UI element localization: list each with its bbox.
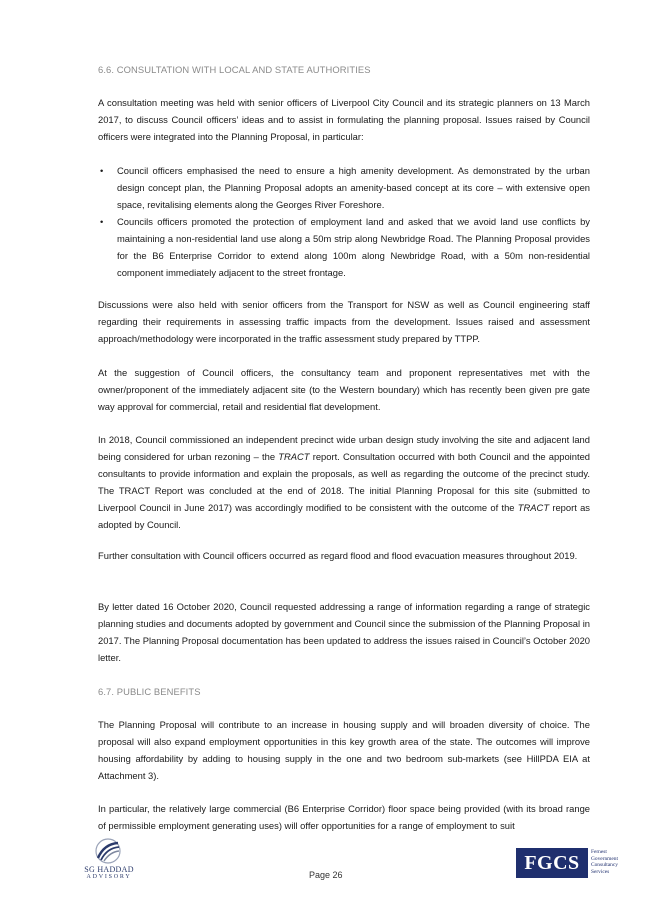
fgcs-logo (516, 848, 624, 882)
paragraph-tract-report (98, 431, 590, 533)
fgcs-logo-abbr: FGCS (516, 848, 588, 878)
fgcs-logo-line: Services (591, 868, 610, 875)
fgcs-logo-line: Consultancy (591, 862, 618, 869)
text-run: In 2018, Council commissioned an independent precinct wide urban design study involving the site and adjacent land being considered for urban rezoning – the (98, 434, 590, 462)
paragraph-flood-consultation: Further consultation with Council officers occurred as regard flood and flood evacuation measures throughout 2019. (98, 550, 578, 561)
fgcs-logo-text (591, 849, 631, 875)
bullet-text: Councils officers promoted the protection of employment land and asked that we avoid land use conflicts by maintaining a non-residential land use along a 50m strip along Newbridge Road. The Planning Proposal provides for the B6 Enterprise Corridor to extend along 100m along Newbridge Road, with a 50m non-residential component immediately adjacent to the street frontage. (117, 216, 590, 278)
bullet-icon: • (100, 216, 104, 227)
bullet-icon: • (100, 165, 104, 176)
paragraph-adjacent-site: At the suggestion of Council officers, the consultancy team and proponent representatives met with the owner/proponent of the immediately adjacent site (to the Western boundary) which has recently been given pre gate way approval for commercial, retail and residential flat development. (98, 367, 590, 412)
page-number: Page 26 (309, 870, 343, 880)
bullet-list (98, 162, 590, 281)
sg-haddad-logo (78, 838, 140, 884)
tract-italic: TRACT (278, 451, 310, 462)
paragraph-transport-discussions: Discussions were also held with senior officers from the Transport for NSW as well as Council engineering staff regarding their requirements in assessing traffic impacts from the development. Issues raised and assessment approach/methodology were incorporated in the traffic assessment study prepared by TTPP. (98, 299, 590, 344)
paragraph-commercial-floorspace: In particular, the relatively large commercial (B6 Enterprise Corridor) floor space being provided (with its broad range of permissible employment generating uses) will offer opportunities for a range of employment to suit (98, 803, 590, 831)
sg-haddad-logo-sub: ADVISORY (86, 874, 132, 880)
section-heading-6-7: 6.7. PUBLIC BENEFITS (98, 686, 201, 697)
sg-haddad-mark-icon (94, 838, 122, 864)
paragraph-public-benefits: The Planning Proposal will contribute to an increase in housing supply and will broaden diversity of choice. The proposal will also expand employment opportunities in this key growth area of the state. The outcomes will improve housing affordability by adding to housing supply in the one and two bedroom sub-markets (see HillPDA EIA at Attachment 3). (98, 719, 590, 781)
paragraph-council-letter: By letter dated 16 October 2020, Council requested addressing a range of information regarding a range of strategic planning studies and documents adopted by government and Council since the submission of the Planning Proposal in 2017. The Planning Proposal documentation has been updated to address the issues raised in Council’s October 2020 letter. (98, 601, 590, 663)
fgcs-logo-line: Fernest (591, 849, 607, 855)
section-heading-6-6: 6.6. CONSULTATION WITH LOCAL AND STATE AUTHORITIES (98, 64, 371, 75)
text-run: report as adopted by Council. (98, 502, 590, 530)
tract-italic: TRACT (517, 502, 550, 513)
fgcs-logo-line: Government (591, 855, 618, 862)
text-run: report. Consultation occurred with both Council and the appointed consultants to provide information and explain the proposals, as well as regarding the outcome of the precinct study. The TRACT Report was concluded at the end of 2018. The initial Planning Proposal for this site (submitted to Liverpool Council in June 2017) was accordingly modified to be consistent with the outcome of the (98, 451, 590, 513)
list-item (98, 213, 590, 281)
sg-haddad-logo-name: SG HADDAD (84, 865, 134, 874)
bullet-text: Council officers emphasised the need to ensure a high amenity development. As demonstrated by the urban design concept plan, the Planning Proposal adopts an amenity-based concept at its core – with extensive open space, revitalising elements along the Georges River Foreshore. (117, 165, 590, 210)
list-item (98, 162, 590, 213)
paragraph-consultation-meeting: A consultation meeting was held with senior officers of Liverpool City Council and its strategic planners on 13 March 2017, to discuss Council officers’ ideas and to assist in formulating the planning proposal. Issues raised by Council officers were integrated into the Planning Proposal, in particular: (98, 97, 590, 142)
